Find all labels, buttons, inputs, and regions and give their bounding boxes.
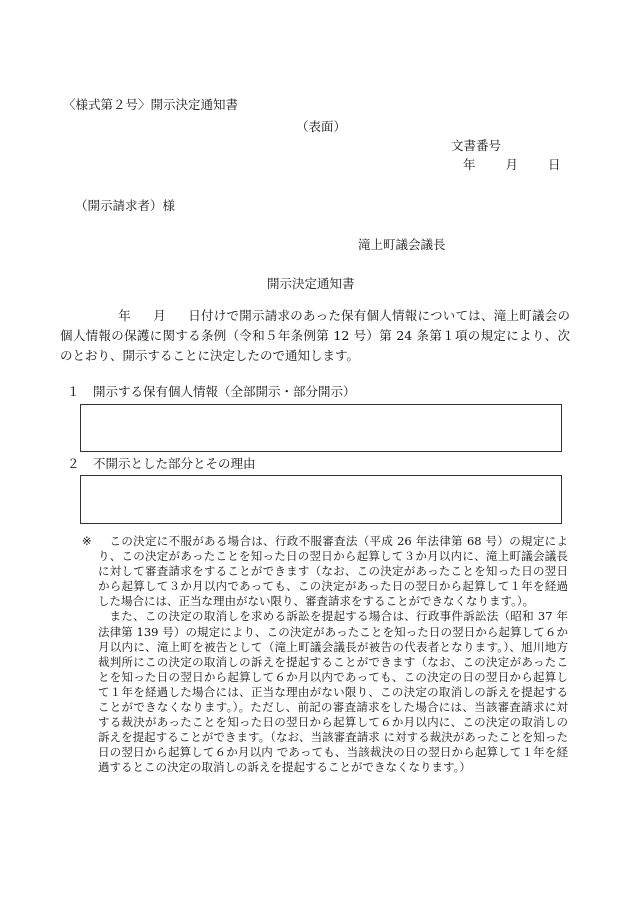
note-paragraph-2: また、この決定の取消しを求める訴訟を提起する場合は、行政事件訴訟法（昭和 37 年法律第 139 号）の規定により、この決定があったことを知った日の翌日から起算して６か月以内に、滝上町を被告として（滝上町議会議長が被告の代表者となります。）、旭川地方裁判所にこの決定の取消しの訴えを提起することができます（なお、この決定があったことを知った日の翌日から起算して６か月以内であっても、この決定の日の翌日から起算して１年を経過した場合には、正当な理由がない限り、この決定の取消しの訴えを提起することができなくなります。）。ただし、前記の審査請求をした場合には、当該審査請求に対する裁決があったことを知った日の翌日から起算して６か月以内に、この決定の取消しの訴えを提起することができます。（なお、当該審査請求 に対する裁決があったことを知った日の翌日から起算して６か月以内 であっても、当該裁決の日の翌日から起算して１年を経過するとこの決定の取消しの訴えを提起することができなくなります。） — [98, 609, 568, 775]
form-label: 〈様式第２号〉開示決定通知書 — [63, 97, 239, 112]
section2-number: ２ — [67, 456, 80, 471]
date-month: 月 — [505, 157, 518, 172]
issue-date — [463, 157, 560, 173]
document-title: 開示決定通知書 — [267, 276, 355, 291]
note-mark: ※ — [82, 534, 92, 548]
doc-number-label: 文書番号 — [451, 138, 502, 153]
sender: 滝上町議会議長 — [358, 237, 446, 252]
body-date-month: 月 — [153, 308, 166, 323]
section2-label: 不開示とした部分とその理由 — [93, 456, 256, 471]
side-label: （表面） — [296, 119, 347, 134]
note-block — [98, 534, 568, 776]
section1-number: １ — [67, 384, 80, 399]
body-paragraph — [60, 306, 570, 366]
body-date-year: 年 — [118, 308, 131, 323]
section1-box — [80, 404, 562, 452]
date-day: 日 — [547, 157, 561, 172]
body-text: 日付けで開示請求のあった保有個人情報については、滝上町議会の個人情報の保護に関する条例（令和５年条例第 12 号）第 24 条第１項の規定により、次のとおり、開示することに決定したので通知します。 — [60, 308, 570, 363]
recipient: （開示請求者）様 — [75, 198, 176, 213]
section2-box — [80, 475, 562, 524]
date-year: 年 — [463, 157, 476, 172]
note-paragraph-1: この決定に不服がある場合は、行政不服審査法（平成 26 年法律第 68 号）の規定により、この決定があったことを知った日の翌日から起算して３か月以内に、滝上町議会議長に対して審査請求をすることができます（なお、この決定があったことを知った日の翌日から起算して３か月以内であっても、この決定があった日の翌日から起算して１年を経過した場合には、正当な理由がない限り、審査請求をすることができなくなります。）。 — [98, 534, 568, 609]
section1-label: 開示する保有個人情報（全部開示・部分開示） — [93, 384, 356, 399]
